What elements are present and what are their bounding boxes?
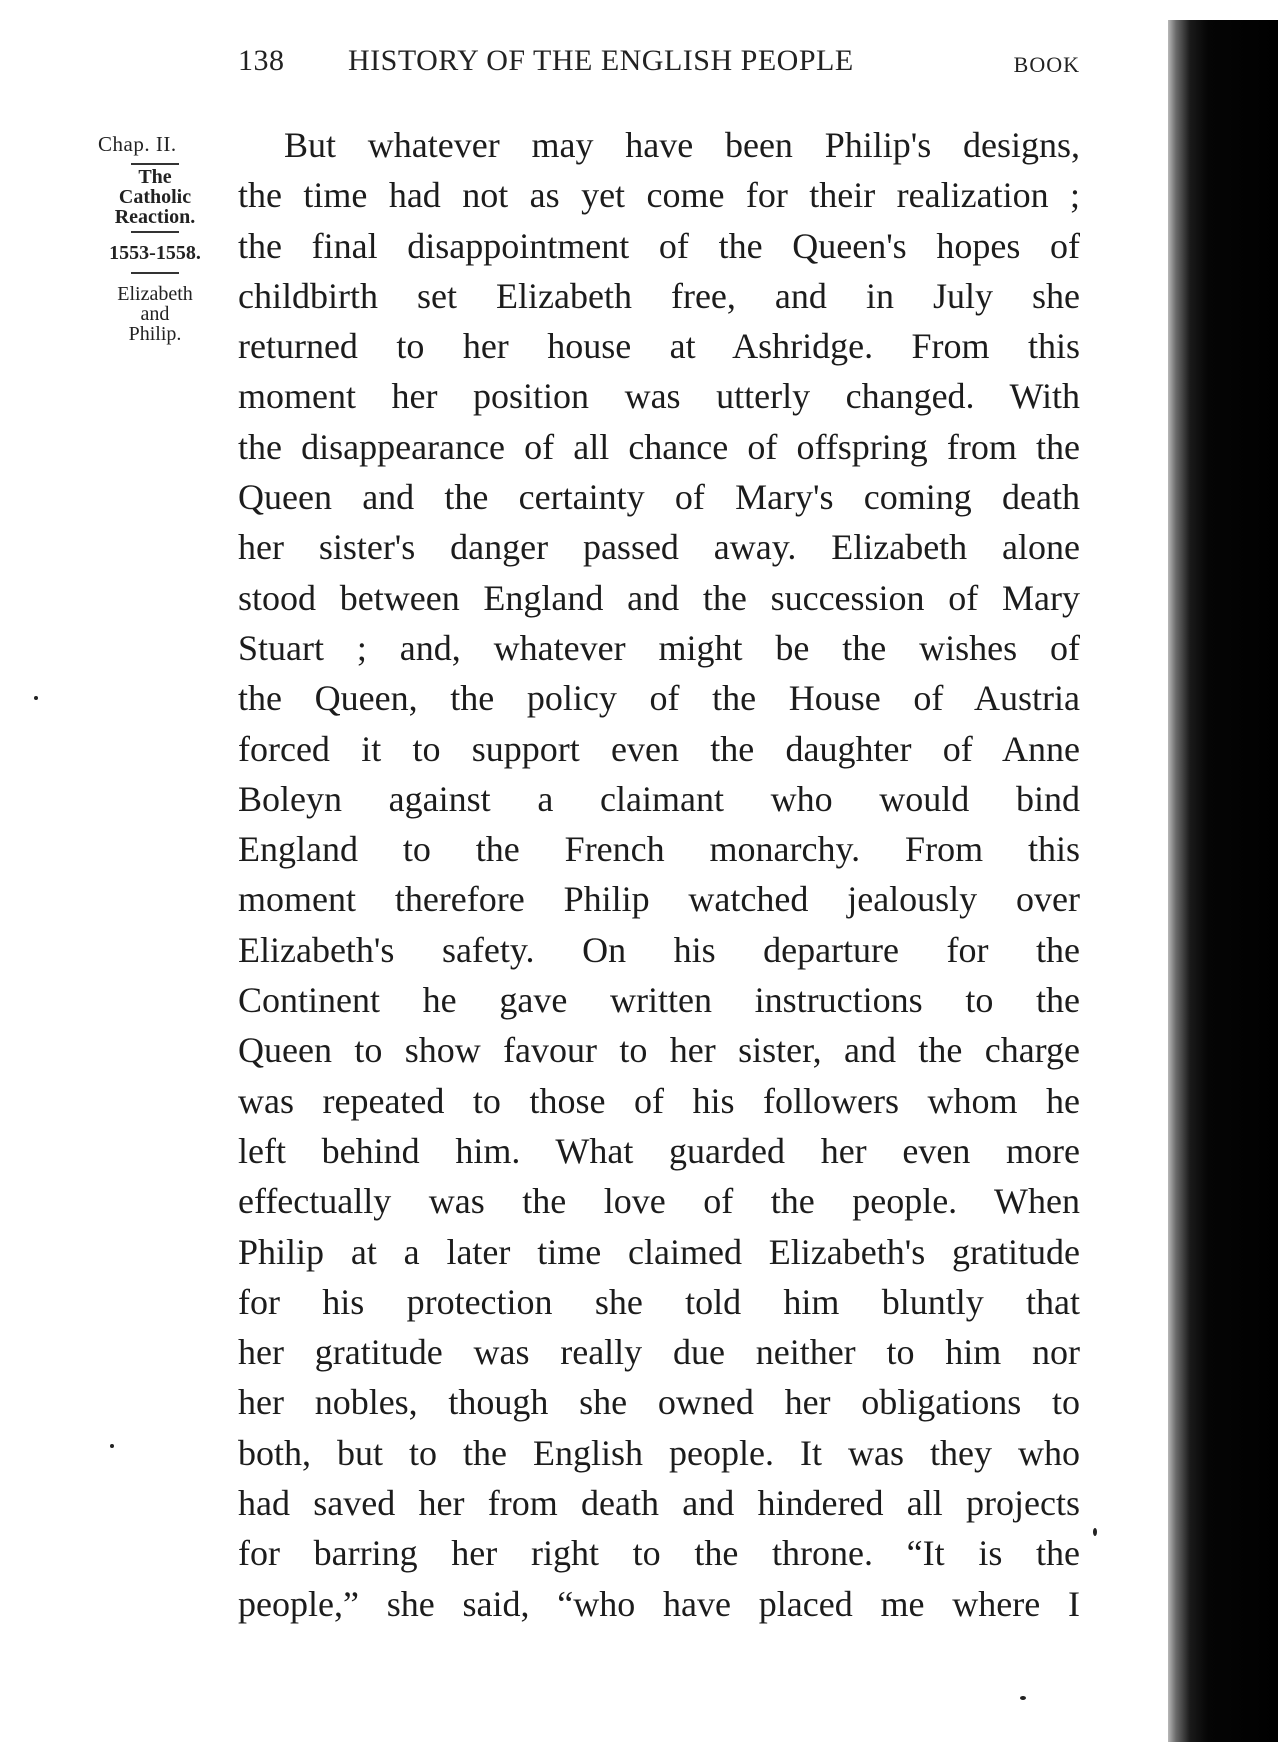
text-line: moment her position was utterly changed. With: [238, 376, 1080, 417]
text-line: Continent he gave written instructions to the: [238, 980, 1080, 1021]
text-line: for his protection she told him bluntly that: [238, 1281, 1080, 1322]
text-line: Philip at a later time claimed Elizabeth's gratitude: [238, 1231, 1080, 1272]
text-line: Stuart ; and, whatever might be the wishes of: [238, 627, 1080, 668]
running-header: [238, 40, 1080, 84]
margin-dates: 1553-1558.: [109, 242, 201, 264]
text-line: had saved her from death and hindered all projects: [238, 1483, 1080, 1524]
text-line: Elizabeth's safety. On his departure for the: [238, 929, 1080, 970]
text-line: both, but to the English people. It was they who: [238, 1432, 1080, 1473]
text-line: her gratitude was really due neither to him nor: [238, 1332, 1080, 1373]
scan-speck: [1020, 1696, 1026, 1700]
text-line: the Queen, the policy of the House of Austria: [238, 678, 1080, 719]
margin-chapter: Chap. II.: [98, 132, 177, 156]
margin-section-line-2: Catholic: [118, 186, 192, 208]
text-line: Queen to show favour to her sister, and the charge: [238, 1030, 1080, 1071]
text-line: Boleyn against a claimant who would bind: [238, 778, 1080, 819]
book-label: BOOK: [1013, 52, 1080, 77]
scan-binding-edge: [1168, 20, 1278, 1742]
text-line: returned to her house at Ashridge. From this: [238, 326, 1080, 367]
margin-topic-line-1: Elizabeth: [117, 283, 193, 305]
text-line: people,” she said, “who have placed me where I: [238, 1583, 1080, 1624]
margin-section-line-1: The: [138, 166, 172, 188]
text-line: the time had not as yet come for their realization ;: [238, 175, 1080, 216]
margin-rule: [131, 272, 179, 274]
margin-rule: [131, 163, 179, 165]
text-line: moment therefore Philip watched jealously over: [238, 879, 1080, 920]
margin-topic-line-2: and: [140, 303, 170, 325]
text-line: the final disappointment of the Queen's hopes of: [238, 225, 1080, 266]
text-line: stood between England and the succession of Mary: [238, 577, 1080, 618]
margin-notes: [86, 126, 224, 344]
text-line: the disappearance of all chance of offspring from the: [238, 426, 1080, 467]
margin-rule: [131, 231, 179, 233]
scan-speck: [110, 1444, 114, 1448]
margin-section-line-3: Reaction.: [114, 206, 196, 228]
text-line: her sister's danger passed away. Elizabeth alone: [238, 527, 1080, 568]
text-line: childbirth set Elizabeth free, and in July she: [238, 275, 1080, 316]
text-line: her nobles, though she owned her obligations to: [238, 1382, 1080, 1423]
text-line: for barring her right to the throne. “It is the: [238, 1533, 1080, 1574]
text-line: forced it to support even the daughter of Anne: [238, 728, 1080, 769]
margin-topic-line-3: Philip.: [128, 323, 182, 345]
scan-speck: [34, 696, 38, 700]
text-line: effectually was the love of the people. When: [238, 1181, 1080, 1222]
body-paragraph: [238, 120, 1080, 1629]
text-line: England to the French monarchy. From this: [238, 829, 1080, 870]
text-line: left behind him. What guarded her even more: [238, 1130, 1080, 1171]
page-number: 138: [238, 44, 285, 77]
text-line: But whatever may have been Philip's designs,: [284, 125, 1080, 165]
running-title: HISTORY OF THE ENGLISH PEOPLE: [348, 44, 854, 77]
scan-speck: [1093, 1528, 1097, 1536]
text-line: Queen and the certainty of Mary's coming death: [238, 477, 1080, 518]
text-line: was repeated to those of his followers whom he: [238, 1080, 1080, 1121]
